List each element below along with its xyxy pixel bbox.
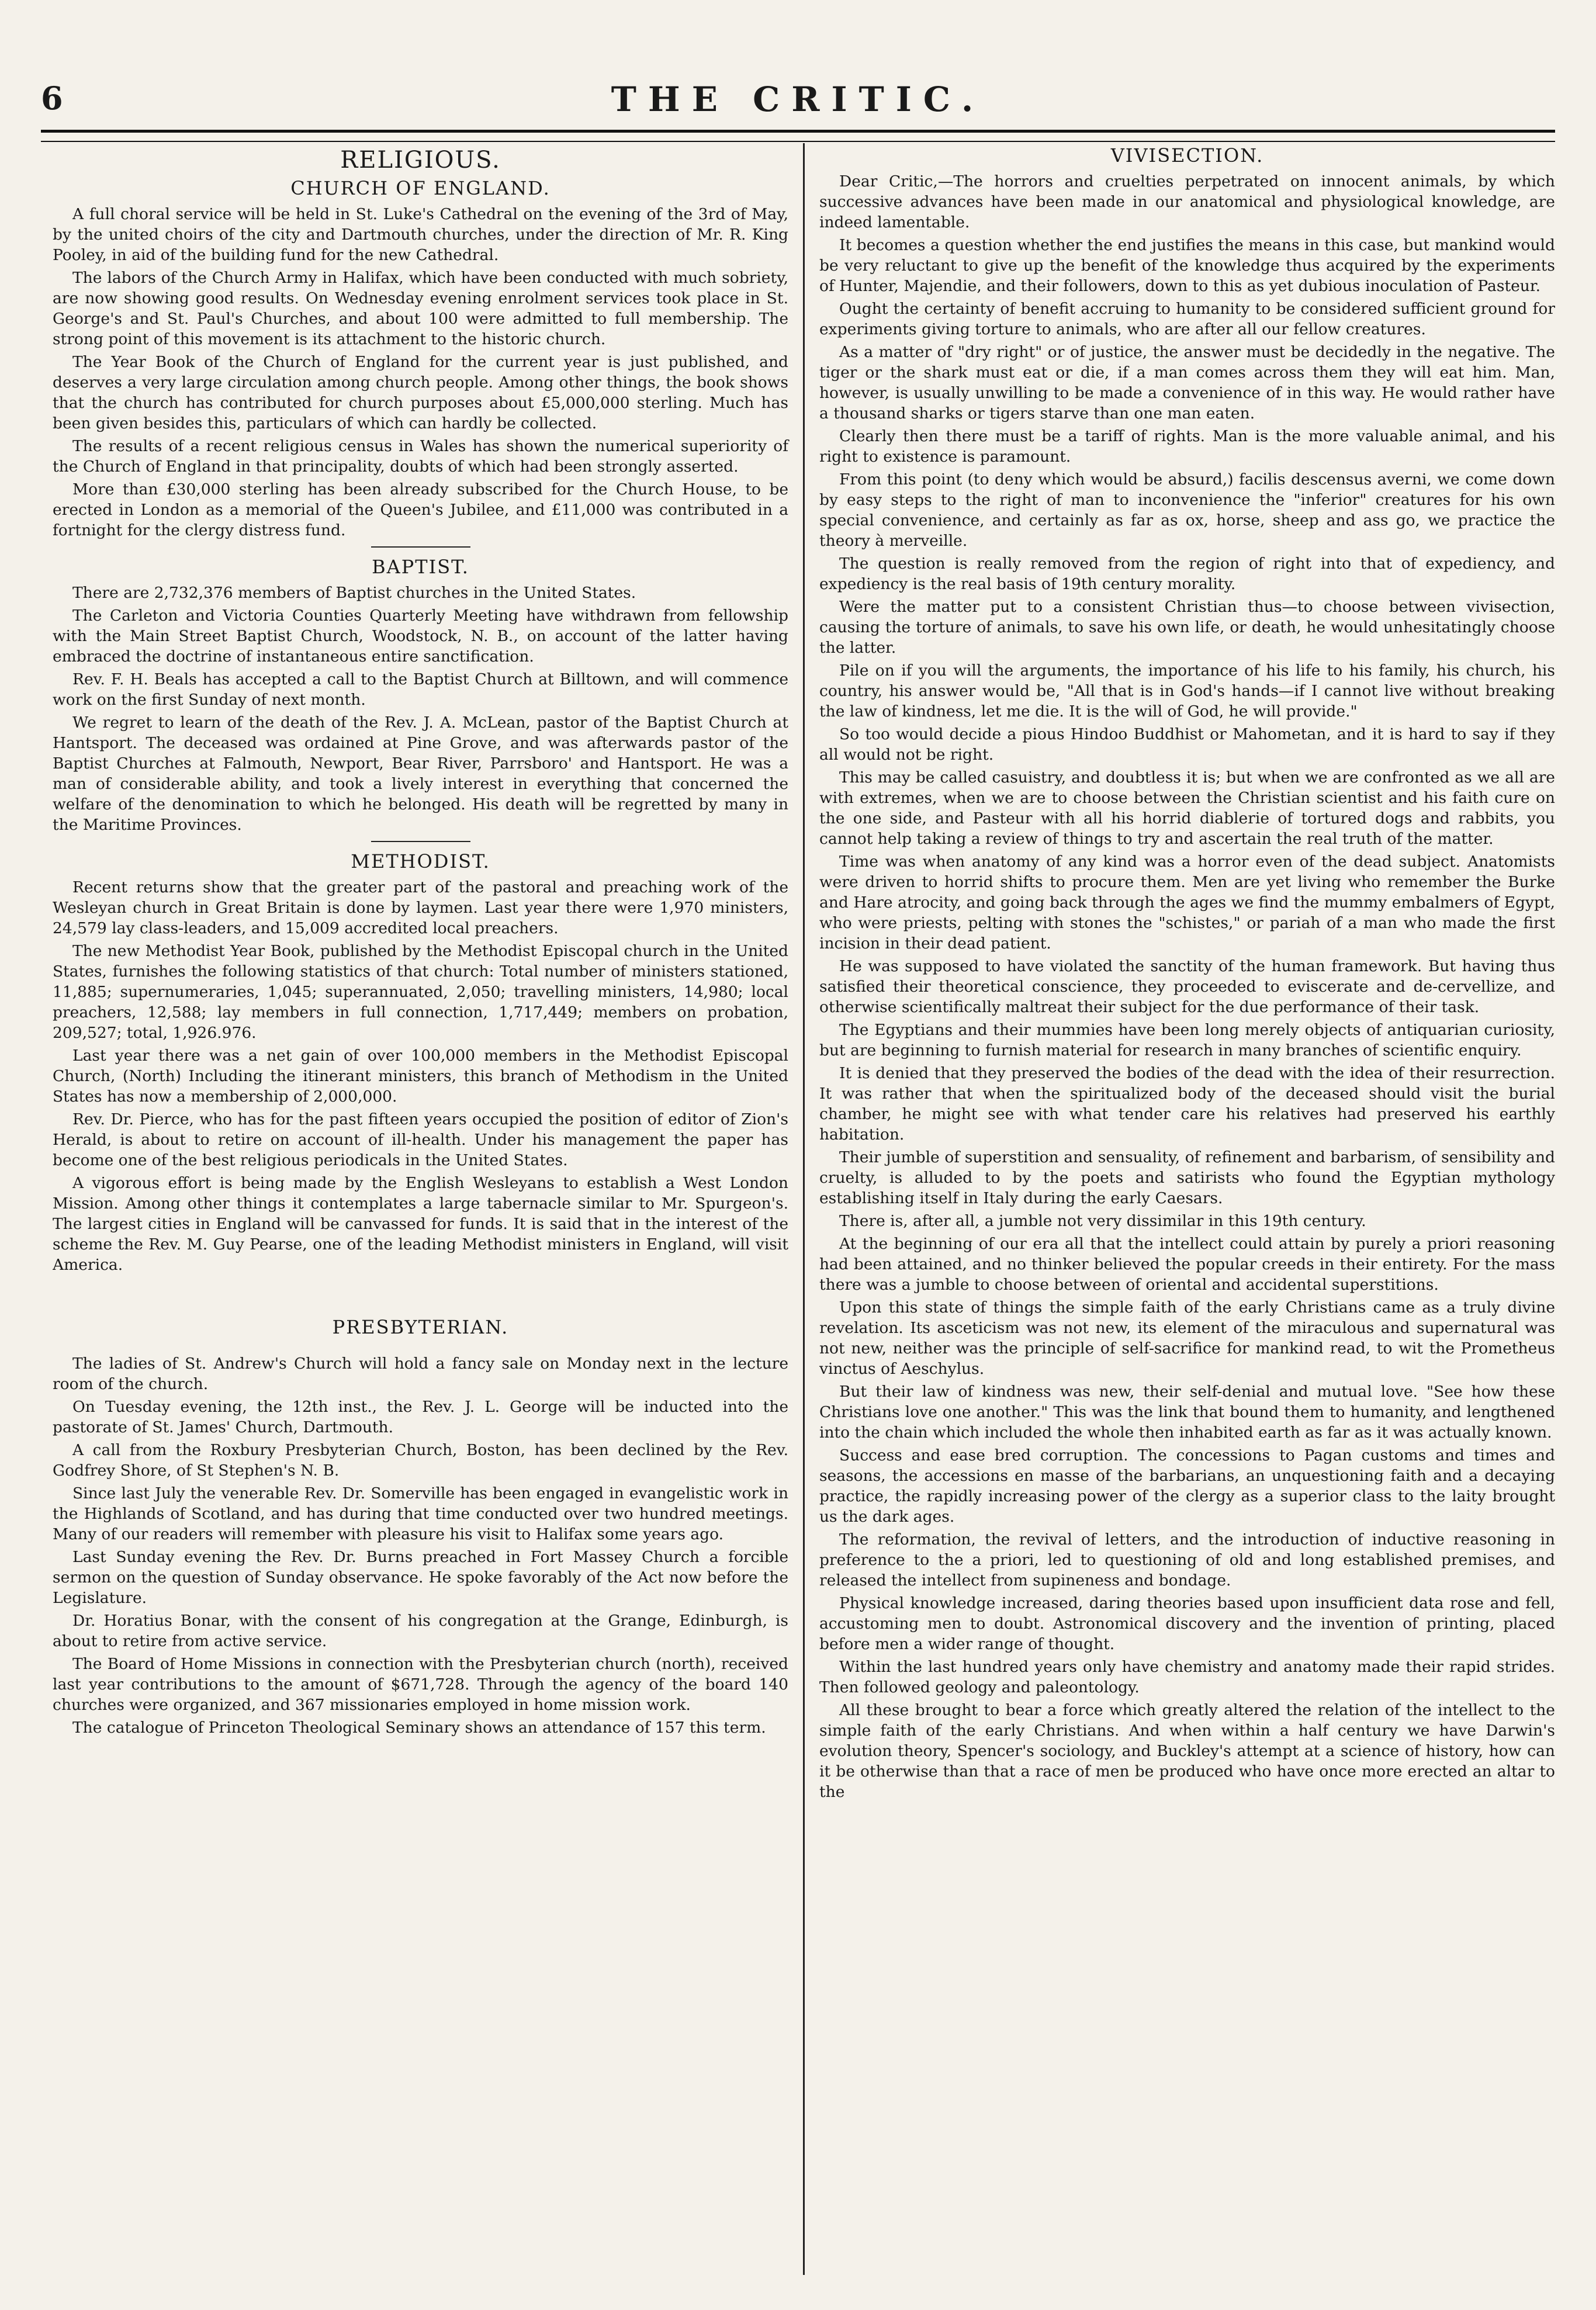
article-paragraph: There is, after all, a jumble not very dissimilar in this 19th century.: [839, 1212, 1366, 1230]
section-divider: [371, 546, 470, 548]
right-column: [805, 143, 1555, 2275]
article-paragraph: It is denied that they preserved the bodies of the dead with the idea of their resurrection. It was rather that when the spiritualized body of the deceased should visit the burial chamber, he might see with what tender care his relatives had preserved his earthly habitation.: [819, 1064, 1555, 1144]
article-paragraph: At the beginning of our era all that the intellect could attain by purely a priori reasoning had been attained, and no thinker believed the popular creeds in their entirety. For the mass there was a jumble to choose between of oriental and accidental superstitions.: [819, 1235, 1555, 1294]
section-title-presbyterian: PRESBYTERIAN.: [332, 1316, 509, 1338]
article-paragraph: Success and ease bred corruption. The concessions to Pagan customs and times and seasons, the accessions en masse of the barbarians, an unquestioning faith and a decaying practice, the rapidly increasing power of the clergy as a superior class to the laity brought us the dark ages.: [819, 1446, 1555, 1526]
article-paragraph: A vigorous effort is being made by the English Wesleyans to establish a West London Mission. Among other things it contemplates a large tabernacle similar to Mr. Spurgeon's. The largest cities in England will be canvassed for funds. It is said that in the interest of the scheme the Rev. M. Guy Pearse, one of the leading Methodist ministers in England, will visit America.: [53, 1174, 789, 1274]
article-paragraph: More than £30,000 sterling has been already subscribed for the Church House, to be erected in London as a memorial of the Queen's Jubilee, and £11,000 was contributed in a fortnight for the clergy distress fund.: [53, 480, 789, 539]
article-paragraph: The reformation, the revival of letters, and the introduction of inductive reasoning in preference to the a priori, led to questioning of old and long established premises, and released the intellect from supineness and bondage.: [819, 1530, 1555, 1589]
article-paragraph: The labors of the Church Army in Halifax, which have been conducted with much sobriety, are now showing good results. On Wednesday evening enrolment services took place in St. George's and St. Paul's Churches, and about 100 were admitted to full membership. The strong point of this movement is its attachment to the historic church.: [53, 269, 789, 348]
left-column: [53, 143, 803, 2275]
article-paragraph: The new Methodist Year Book, published by the Methodist Episcopal church in the United States, furnishes the following statistics of that church: Total number of ministers stationed, 11,885; supernumeraries, 1,045; superannuated, 2,050; travelling ministers, 14,980; local preachers, 12,588; lay members in full connection, 1,717,449; members on probation, 209,527; total, 1,926.976.: [53, 942, 789, 1042]
article-paragraph: The ladies of St. Andrew's Church will hold a fancy sale on Monday next in the lecture room of the church.: [53, 1355, 789, 1393]
article-paragraph: Upon this state of things the simple faith of the early Christians came as a truly divine revelation. Its asceticism was not new, its element of the miraculous and supernatural was not new, neither was the principle of self-sacrifice for mankind read, to wit the Prometheus vinctus of Aeschylus.: [819, 1298, 1555, 1378]
section-title-church-of-england: CHURCH OF ENGLAND.: [290, 177, 551, 199]
article-paragraph: But their law of kindness was new, their self-denial and mutual love. "See how these Christians love one another." This was the link that bound them to humanity, and lengthened into the chain which included the whole then inhabited earth as far as it was actually known.: [819, 1383, 1555, 1442]
article-paragraph: All these brought to bear a force which greatly altered the relation of the intellect to the simple faith of the early Christians. And when within a half century we have Darwin's evolution theory, Spencer's sociology, and Buckley's attempt at a science of history, how can it be otherwise than that a race of men be produced who have once more erected an altar to the: [819, 1701, 1555, 1801]
article-paragraph: The catalogue of Princeton Theological Seminary shows an attendance of 157 this term.: [72, 1719, 766, 1737]
section-title-vivisection: VIVISECTION.: [1110, 144, 1264, 167]
article-paragraph: Ought the certainty of benefit accruing to humanity to be considered sufficient ground for experiments giving torture to animals, who are after all our fellow creatures.: [819, 300, 1555, 338]
article-paragraph: There are 2,732,376 members of Baptist churches in the United States.: [72, 584, 636, 602]
article-paragraph: Since last July the venerable Rev. Dr. Somerville has been engaged in evangelistic work in the Highlands of Scotland, and has during that time conducted over two hundred meetings. Many of our readers will remember with pleasure his visit to Halifax some years ago.: [53, 1484, 789, 1543]
article-paragraph: Pile on if you will the arguments, the importance of his life to his family, his church, his country, his answer would be, "All that is in God's hands—if I cannot live without breaking the law of kindness, let me die. It is the will of God, he will provide.": [819, 662, 1555, 721]
article-paragraph: Rev. Dr. Pierce, who has for the past fifteen years occupied the position of editor of Zion's Herald, is about to retire on account of ill-health. Under his management the paper has become one of the best religious periodicals in the United States.: [53, 1110, 789, 1169]
page-number: 6: [41, 79, 63, 117]
article-paragraph: Recent returns show that the greater part of the pastoral and preaching work of the Wesleyan church in Great Britain is done by laymen. Last year there were 1,970 ministers, 24,579 lay class-leaders, and 15,009 accredited local preachers.: [53, 878, 789, 937]
article-paragraph: Last year there was a net gain of over 100,000 members in the Methodist Episcopal Church, (North) Including the itinerant ministers, this branch of Methodism in the United States has now a membership of 2,000,000.: [53, 1047, 789, 1106]
article-paragraph: A full choral service will be held in St. Luke's Cathedral on the evening of the 3rd of May, by the united choirs of the city and Dartmouth churches, under the direction of Mr. R. King Pooley, in aid of the building fund for the new Cathedral.: [53, 205, 789, 264]
article-paragraph: The question is really removed from the region of right into that of expediency, and expediency is the real basis of 19th century morality.: [819, 555, 1555, 593]
article-paragraph: Time was when anatomy of any kind was a horror even of the dead subject. Anatomists were driven to horrid shifts to procure them. Men are yet living who remember the Burke and Hare atrocity, and going back through the ages we find the mummy embalmers of Egypt, who were priests, pelting with stones the "schistes," or pariah of a man who made the first incision in their dead patient.: [819, 853, 1555, 953]
article-paragraph: The Year Book of the Church of England for the current year is just published, and deserves a very large circulation among church people. Among other things, the book shows that the church has contributed for church purposes about £5,000,000 sterling. Much has been given besides this, particulars of which can hardly be collected.: [53, 353, 789, 432]
section-title-baptist: BAPTIST.: [372, 556, 469, 578]
article-paragraph: This may be called casuistry, and doubtless it is; but when we are confronted as we all are with extremes, when we are to choose between the Christian scientist and his faith cure on the one side, and Pasteur with all his horrid diablerie of tortured dogs and rabbits, you cannot help taking a review of things to try and ascertain the real truth of the matter.: [819, 768, 1555, 848]
article-paragraph: The Board of Home Missions in connection with the Presbyterian church (north), received last year contributions to the amount of $671,728. Through the agency of the board 140 churches were organized, and 367 missionaries employed in home mission work.: [53, 1655, 789, 1714]
section-divider: [371, 841, 470, 842]
section-title-methodist: METHODIST.: [351, 850, 490, 872]
article-paragraph: Rev. F. H. Beals has accepted a call to the Baptist Church at Billtown, and will commence work on the first Sunday of next month.: [53, 670, 789, 709]
article-paragraph: Within the last hundred years only have chemistry and anatomy made their rapid strides. Then followed geology and paleontology.: [819, 1658, 1555, 1696]
article-paragraph: He was supposed to have violated the sanctity of the human framework. But having thus satisfied their theoretical conscience, they proceeded to eviscerate and de-cervellize, and otherwise scientifically maltreat their subject for the due performance of their task.: [819, 957, 1555, 1016]
section-title-religious: RELIGIOUS.: [340, 147, 501, 174]
masthead-title: THE CRITIC.: [611, 79, 985, 119]
article-paragraph: Physical knowledge increased, daring theories based upon insufficient data rose and fell, accustoming men to doubt. Astronomical discovery and the invention of printing, placed before men a wider range of thought.: [819, 1594, 1555, 1653]
article-paragraph: Were the matter put to a consistent Christian thus—to choose between vivisection, causing the torture of animals, to save his own life, or death, he would unhesitatingly choose the latter.: [819, 598, 1555, 657]
article-paragraph: Clearly then there must be a tariff of rights. Man is the more valuable animal, and his right to existence is paramount.: [819, 427, 1555, 466]
article-paragraph: We regret to learn of the death of the Rev. J. A. McLean, pastor of the Baptist Church at Hantsport. The deceased was ordained at Pine Grove, and was afterwards pastor of the Baptist Churches at Falmouth, Newport, Bear River, Parrsboro' and Hantsport. He was a man of considerable ability, and took a lively interest in everything that concerned the welfare of the denomination to which he belonged. His death will be regretted by many in the Maritime Provinces.: [53, 714, 789, 834]
columns: [53, 143, 1555, 2275]
page-header: [41, 79, 1555, 126]
article-paragraph: So too would decide a pious Hindoo Buddhist or Mahometan, and it is hard to say if they all would not be right.: [819, 725, 1555, 764]
article-paragraph: From this point (to deny which would be absurd,) facilis descensus averni, we come down by easy steps to the right of man to inconvenience the "inferior" creatures for his own special convenience, and certainly as far as ox, horse, sheep and ass go, we practice the theory à merveille.: [819, 470, 1555, 550]
article-paragraph: Dear Critic,—The horrors and cruelties perpetrated on innocent animals, by which successive advances have been made in our anatomical and physiological knowledge, are indeed lamentable.: [819, 172, 1555, 231]
article-paragraph: On Tuesday evening, the 12th inst., the Rev. J. L. George will be inducted into the pastorate of St. James' Church, Dartmouth.: [53, 1398, 789, 1436]
article-paragraph: The Carleton and Victoria Counties Quarterly Meeting have withdrawn from fellowship with the Main Street Baptist Church, Woodstock, N. B., on account of the latter having embraced the doctrine of instantaneous entire sanctification.: [53, 607, 789, 666]
article-paragraph: Last Sunday evening the Rev. Dr. Burns preached in Fort Massey Church a forcible sermon on the question of Sunday observance. He spoke favorably of the Act now before the Legislature.: [53, 1548, 789, 1607]
article-paragraph: The results of a recent religious census in Wales has shown the numerical superiority of the Church of England in that principality, doubts of which had been strongly asserted.: [53, 437, 789, 476]
header-rule: [41, 130, 1555, 142]
article-paragraph: Their jumble of superstition and sensuality, of refinement and barbarism, of sensibility and cruelty, is alluded to by the poets and satirists who found the Egyptian mythology establishing itself in Italy during the early Caesars.: [819, 1148, 1555, 1207]
article-paragraph: As a matter of "dry right" or of justice, the answer must be decidedly in the negative. The tiger or the shark must eat or die, if a man comes across them they will eat him. Man, however, is usually unwilling to be made a convenience of in this way. He would rather have a thousand sharks or tigers starve than one man eaten.: [819, 343, 1555, 422]
article-paragraph: It becomes a question whether the end justifies the means in this case, but mankind would be very reluctant to give up the benefit of the knowledge thus acquired by the experiments of Hunter, Majendie, and their followers, down to this as yet dubious inoculation of Pasteur.: [819, 236, 1555, 295]
article-paragraph: A call from the Roxbury Presbyterian Church, Boston, has been declined by the Rev. Godfrey Shore, of St Stephen's N. B.: [53, 1441, 789, 1480]
article-paragraph: Dr. Horatius Bonar, with the consent of his congregation at the Grange, Edinburgh, is about to retire from active service.: [53, 1612, 789, 1650]
article-paragraph: The Egyptians and their mummies have been long merely objects of antiquarian curiosity, but are beginning to furnish material for research in many branches of scientific enquiry.: [819, 1021, 1555, 1059]
